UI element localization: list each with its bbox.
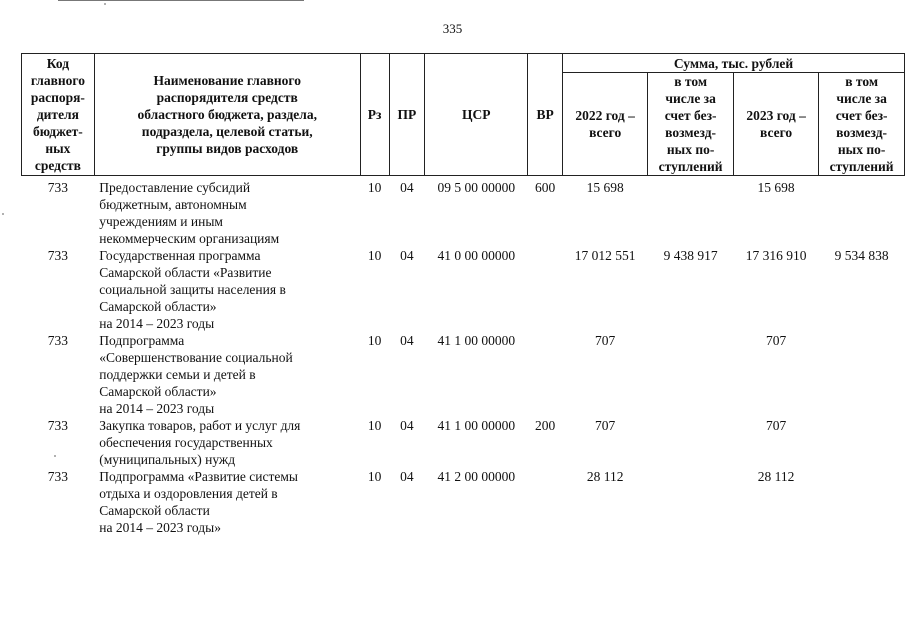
cell-pr: 04 xyxy=(400,248,414,263)
cell-pr: 04 xyxy=(400,180,414,195)
cell-pr: 04 xyxy=(400,418,414,433)
header-2022-total: 2022 год – всего xyxy=(563,73,648,176)
cell-2023-gratis xyxy=(819,176,905,248)
header-pr: ПР xyxy=(389,54,425,176)
cell-2022-gratis: 9 438 917 xyxy=(663,248,718,263)
cell-2022-gratis xyxy=(648,468,734,536)
cell-name: Предоставление субсидий бюджетным, автономным учреждениям и иным некоммерческим организациям xyxy=(99,180,280,246)
cell-code: 733 xyxy=(47,469,68,484)
cell-2023-total: 28 112 xyxy=(757,469,795,484)
header-rz: Рз xyxy=(360,54,389,176)
header-2023-total: 2023 год – всего xyxy=(733,73,818,176)
cell-2022-gratis xyxy=(648,332,734,417)
cell-2023-gratis xyxy=(819,332,905,417)
cell-pr: 04 xyxy=(400,469,414,484)
cell-csr: 41 0 00 00000 xyxy=(437,248,516,263)
table-row xyxy=(22,332,905,417)
cell-rz: 10 xyxy=(367,248,382,263)
table-row xyxy=(22,468,905,536)
header-name: Наименование главного распорядителя средств областного бюджета, раздела, подраздела, целевой статьи, группы видов расходов xyxy=(94,54,360,176)
cell-code: 733 xyxy=(47,333,68,348)
cell-code: 733 xyxy=(47,180,68,195)
cell-2022-total: 15 698 xyxy=(586,180,624,195)
table-header xyxy=(22,54,905,176)
cell-rz: 10 xyxy=(367,180,382,195)
cell-2022-total: 707 xyxy=(595,333,616,348)
header-sum: Сумма, тыс. рублей xyxy=(563,54,905,73)
cell-vr xyxy=(528,468,563,536)
cell-csr: 41 1 00 00000 xyxy=(437,333,516,348)
budget-table xyxy=(21,53,905,536)
cell-pr: 04 xyxy=(400,333,414,348)
cell-name: Подпрограмма «Развитие системы отдыха и оздоровления детей в Самарской области на 2014 – 2023 годы» xyxy=(99,469,298,535)
page-number: 335 xyxy=(442,21,463,36)
cell-code: 733 xyxy=(47,418,68,433)
cell-2022-total: 17 012 551 xyxy=(574,248,636,263)
cell-2022-gratis xyxy=(648,176,734,248)
cell-name: Закупка товаров, работ и услуг для обеспечения государственных (муниципальных) нужд xyxy=(99,418,301,467)
header-2023-gratis: в том числе за счет без- возмезд- ных по- ступлений xyxy=(819,73,905,176)
cell-vr xyxy=(528,247,563,332)
cell-2023-total: 707 xyxy=(765,418,787,433)
cell-vr: 600 xyxy=(535,180,556,195)
header-code: Код главного распоря- дителя бюджет- ных средств xyxy=(22,54,95,176)
cell-csr: 41 1 00 00000 xyxy=(437,418,516,433)
table-row xyxy=(22,417,905,468)
cell-vr xyxy=(528,332,563,417)
cell-vr: 200 xyxy=(535,418,556,433)
cell-csr: 09 5 00 00000 xyxy=(437,180,516,195)
cell-2023-total: 15 698 xyxy=(757,180,795,195)
table-row xyxy=(22,247,905,332)
cell-code: 733 xyxy=(47,248,68,263)
cell-2023-total: 17 316 910 xyxy=(745,248,807,263)
cell-2022-gratis xyxy=(648,417,734,468)
cell-2023-gratis xyxy=(819,417,905,468)
scan-speck xyxy=(104,3,106,5)
cell-rz: 10 xyxy=(367,333,382,348)
top-rule xyxy=(58,0,304,1)
scan-speck xyxy=(2,213,4,215)
header-csr: ЦСР xyxy=(425,54,528,176)
table-row xyxy=(22,176,905,248)
cell-2022-total: 707 xyxy=(595,418,616,433)
cell-name: Подпрограмма «Совершенствование социальной поддержки семьи и детей в Самарской области» на 2014 – 2023 годы xyxy=(99,333,293,416)
cell-name: Государственная программа Самарской области «Развитие социальной защиты населения в Самарской области» на 2014 – 2023 годы xyxy=(99,248,286,331)
cell-csr: 41 2 00 00000 xyxy=(437,469,516,484)
cell-2023-total: 707 xyxy=(765,333,787,348)
cell-rz: 10 xyxy=(367,418,382,433)
cell-2023-gratis: 9 534 838 xyxy=(834,248,889,263)
cell-2023-gratis xyxy=(819,468,905,536)
table-body xyxy=(22,176,905,537)
header-vr: ВР xyxy=(528,54,563,176)
cell-2022-total: 28 112 xyxy=(586,469,624,484)
header-2022-gratis: в том числе за счет без- возмезд- ных по- ступлений xyxy=(648,73,734,176)
cell-rz: 10 xyxy=(367,469,382,484)
